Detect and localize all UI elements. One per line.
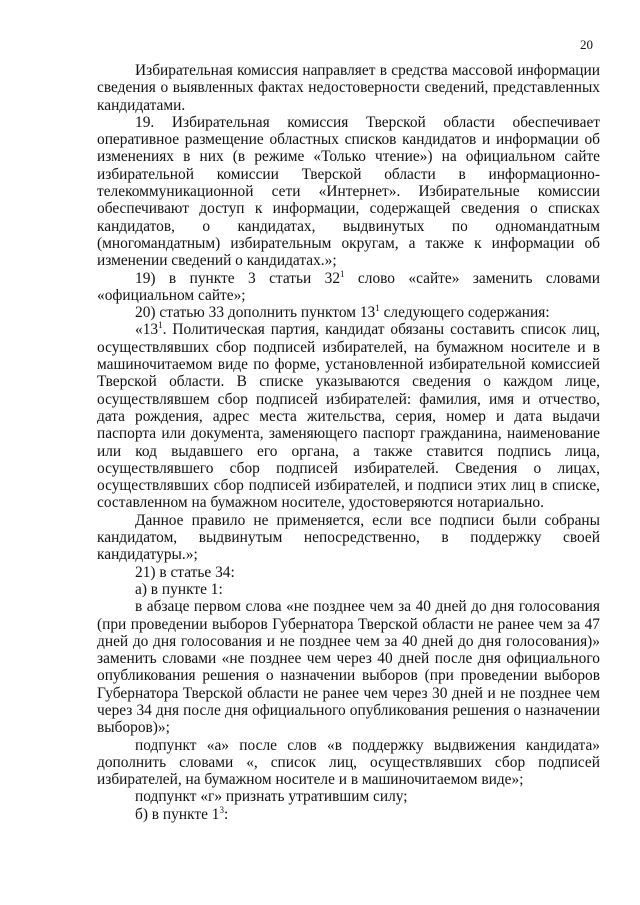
- superscript: 1: [375, 303, 380, 314]
- paragraph-subitem-a: а) в пункте 1:: [135, 580, 223, 598]
- paragraph-subpunkt-a: подпункт «а» после слов «в поддержку выдвижения кандидата» дополнить словами «, список лиц, осуществлявших сбор подписей избирателей, на бумажном носителе и в машиночитаемом виде»;: [97, 736, 600, 789]
- text-segment: . Политическая партия, кандидат обязаны составить список лиц, осуществлявших сбор подписей избирателей, на бумажном носителе и в машиночитаемом виде по форме, установленной избирательной комиссией Тверской области. В списке указываются сведения о каждом лице, осуществлявшем сбор подписей избирателей: фамилия, имя и отчество, дата рождения, адрес места жительства, серия, номер и дата выдачи паспорта или документа, заменяющего паспорт гражданина, наименование или код выдавшего его органа, а также ставится подпись лица, осуществлявшего сбор подписей избирателей. Сведения о лицах, осуществлявших сбор подписей избирателей, и подписи этих лиц в списке, составленном на бумажном носителе, удостоверяются нотариально.: [97, 321, 600, 512]
- text-segment: 20) статью 33 дополнить пунктом 13: [135, 304, 376, 322]
- text-segment: «13: [135, 321, 159, 339]
- text-segment: 19) в пункте 3 статьи 32: [135, 269, 341, 287]
- paragraph-item-13-1: [97, 321, 600, 511]
- superscript: 3: [219, 804, 224, 815]
- paragraph-first-abzac: в абзаце первом слова «не позднее чем за 40 дней до дня голосования (при проведении выборов Губернатора Тверской области не ранее чем за 47 дней до дня голосования и не позднее чем за 40 дней до дня голосования)» заменить словами «не позднее чем через 40 дней после дня официального опубликования решения о назначении выборов (при проведении выборов Губернатора Тверской области не ранее чем через 30 дней и не позднее чем через 34 дня после дня официального опубликования решения о назначении выборов)»;: [97, 598, 600, 737]
- text-segment: следующего содержания:: [379, 304, 550, 322]
- paragraph-commission-media: Избирательная комиссия направляет в средства массовой информации сведения о выявленных фактах недостоверности сведений, представленных кандидатами.: [97, 62, 600, 114]
- paragraph-subitem-b: [97, 806, 600, 823]
- paragraph-exception-rule: Данное правило не применяется, если все подписи были собраны кандидатом, выдвинутым непосредственно, в поддержку своей кандидатуры.»;: [97, 511, 600, 564]
- paragraph-amendment-21: 21) в статье 34:: [135, 563, 235, 581]
- text-segment: :: [223, 805, 229, 823]
- text-segment: б) в пункте 1: [135, 805, 220, 823]
- document-body: [97, 62, 600, 823]
- superscript: 1: [340, 268, 345, 279]
- text-segment: слово «сайте» заменить словами «официальном сайте»;: [97, 269, 601, 304]
- paragraph-amendment-20: [97, 304, 600, 321]
- paragraph-subpunkt-g: подпункт «г» признать утратившим силу;: [135, 788, 408, 806]
- paragraph-amendment-19: [97, 270, 600, 305]
- page-number: 20: [580, 37, 593, 52]
- superscript: 1: [158, 320, 163, 331]
- paragraph-item-19: 19. Избирательная комиссия Тверской области обеспечивает оперативное размещение областных списков кандидатов и информации об изменениях в них (в режиме «Только чтение») на официальном сайте избирательной комиссии Тверской области в информационно-телекоммуникационной сети «Интернет». Избирательные комиссии обеспечивают доступ к информации, содержащей сведения о списках кандидатов, о кандидатах, выдвинутых по одномандатным (многомандатным) избирательным округам, а также к информации об изменении сведений о кандидатах.»;: [97, 113, 600, 270]
